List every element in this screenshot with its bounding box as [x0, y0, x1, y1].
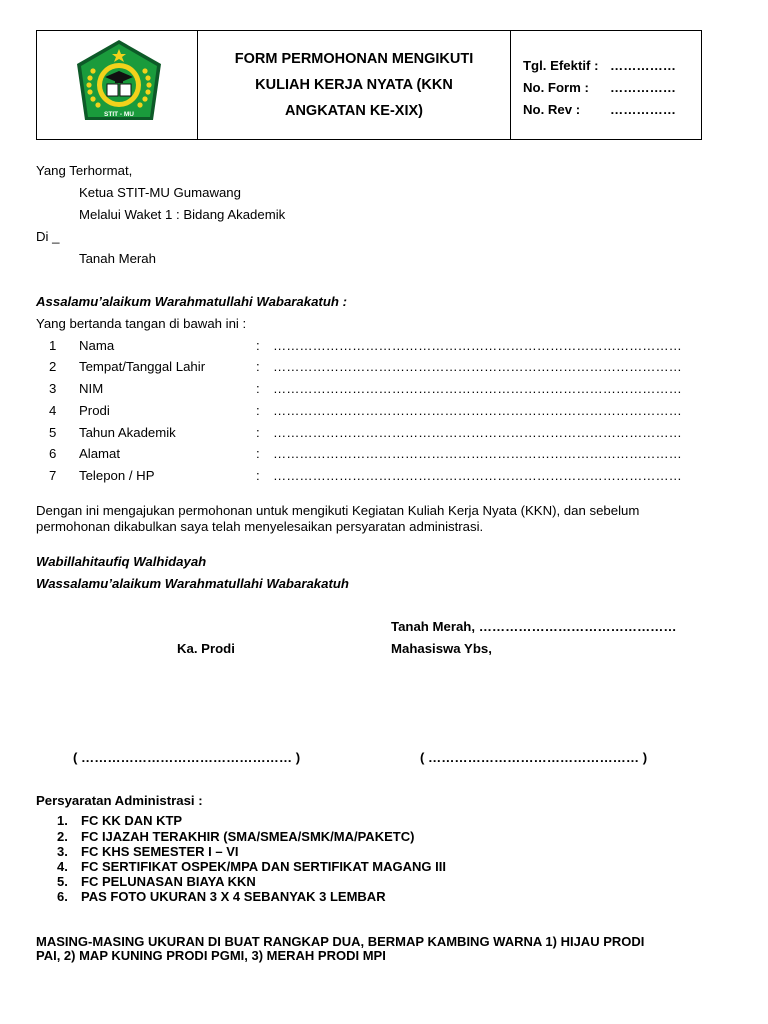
- item-number: 3.: [57, 844, 68, 859]
- item-number: 2.: [57, 829, 68, 844]
- recipient-line-1: Ketua STIT-MU Gumawang: [79, 185, 241, 200]
- list-item: [57, 813, 182, 828]
- salutation: Yang Terhormat,: [36, 163, 133, 178]
- meta-key: No. Rev :: [523, 102, 581, 117]
- meta-value: ……………: [610, 102, 676, 117]
- meta-value: ……………: [610, 58, 676, 73]
- item-number: 5.: [57, 874, 68, 889]
- meta-key: Tgl. Efektif :: [523, 58, 599, 73]
- note-line-1: MASING-MASING UKURAN DI BUAT RANGKAP DUA, BERMAP KAMBING WARNA 1) HIJAU PRODI: [36, 934, 645, 949]
- place-date[interactable]: Tanah Merah, ………………………………………: [391, 619, 677, 634]
- body-line-1: Dengan ini mengajukan permohonan untuk mengikuti Kegiatan Kuliah Kerja Nyata (KKN), dan sebelum: [36, 503, 640, 518]
- list-item: [57, 844, 238, 859]
- note-line-2: PAI, 2) MAP KUNING PRODI PGMI, 3) MERAH PRODI MPI: [36, 948, 386, 963]
- field-number: 2: [49, 359, 57, 374]
- institution-logo: [37, 31, 197, 139]
- meta-key: No. Form :: [523, 80, 589, 95]
- intro-text: Yang bertanda tangan di bawah ini :: [36, 316, 247, 331]
- field-number: 6: [49, 446, 57, 461]
- field-number: 4: [49, 403, 57, 418]
- field-label: Prodi: [79, 403, 110, 418]
- field-label: Nama: [79, 338, 115, 353]
- item-number: 6.: [57, 889, 68, 904]
- field-colon: :: [256, 403, 260, 418]
- field-blank[interactable]: …………………………………………………………………………………: [273, 359, 682, 374]
- signer-left-name-blank[interactable]: ( ………………………………………… ): [73, 750, 301, 765]
- meta-value: ……………: [610, 80, 676, 95]
- closing-line-2: Wassalamu’alaikum Warahmatullahi Wabarakatuh: [36, 576, 349, 591]
- body-line-2: permohonan dikabulkan saya telah menyelesaikan persyaratan administrasi.: [36, 519, 484, 534]
- item-number: 4.: [57, 859, 68, 874]
- field-blank[interactable]: …………………………………………………………………………………: [273, 425, 682, 440]
- meta-effective-date: [523, 55, 676, 77]
- item-text: FC IJAZAH TERAKHIR (SMA/SMEA/SMK/MA/PAKETC): [81, 829, 415, 844]
- field-number: 3: [49, 381, 57, 396]
- item-text: FC KK DAN KTP: [81, 813, 183, 828]
- field-label: Tahun Akademik: [79, 425, 176, 440]
- field-colon: :: [256, 468, 260, 483]
- item-text: FC KHS SEMESTER I – VI: [81, 844, 239, 859]
- field-blank[interactable]: …………………………………………………………………………………: [273, 468, 682, 483]
- title-line-2: KULIAH KERJA NYATA (KKN: [255, 77, 453, 93]
- list-item: [57, 874, 256, 889]
- field-colon: :: [256, 338, 260, 353]
- signer-left-role: Ka. Prodi: [177, 641, 235, 656]
- signer-right-name-blank[interactable]: ( ………………………………………… ): [420, 750, 648, 765]
- logo-cell: [37, 31, 198, 139]
- field-colon: :: [256, 359, 260, 374]
- location-place: Tanah Merah: [79, 251, 156, 266]
- field-label: Telepon / HP: [79, 468, 155, 483]
- svg-text:STIT - MU: STIT - MU: [104, 111, 134, 118]
- list-item: [57, 859, 446, 874]
- field-blank[interactable]: …………………………………………………………………………………: [273, 338, 682, 353]
- field-label: NIM: [79, 381, 104, 396]
- field-number: 1: [49, 338, 57, 353]
- recipient-line-2: Melalui Waket 1 : Bidang Akademik: [79, 207, 286, 222]
- form-title: [198, 31, 511, 139]
- list-item: [57, 889, 386, 904]
- requirements-title: Persyaratan Administrasi :: [36, 793, 203, 808]
- form-header: [36, 30, 702, 140]
- field-colon: :: [256, 425, 260, 440]
- greeting: Assalamu’alaikum Warahmatullahi Wabarakatuh :: [36, 294, 347, 309]
- field-colon: :: [256, 446, 260, 461]
- item-text: FC SERTIFIKAT OSPEK/MPA DAN SERTIFIKAT MAGANG III: [81, 859, 446, 874]
- meta-revision: [523, 99, 676, 121]
- field-number: 7: [49, 468, 57, 483]
- title-line-1: FORM PERMOHONAN MENGIKUTI: [234, 51, 474, 67]
- title-line-3: ANGKATAN KE-XIX): [284, 103, 423, 119]
- item-text: PAS FOTO UKURAN 3 X 4 SEBANYAK 3 LEMBAR: [81, 889, 386, 904]
- field-blank[interactable]: …………………………………………………………………………………: [273, 403, 682, 418]
- field-blank[interactable]: …………………………………………………………………………………: [273, 446, 682, 461]
- meta-form-number: [523, 77, 676, 99]
- list-item: [57, 829, 414, 844]
- field-blank[interactable]: …………………………………………………………………………………: [273, 381, 682, 396]
- location-label: Di _: [36, 229, 60, 244]
- item-number: 1.: [57, 813, 68, 828]
- field-colon: :: [256, 381, 260, 396]
- form-meta: [523, 55, 676, 121]
- field-label: Alamat: [79, 446, 121, 461]
- field-label: Tempat/Tanggal Lahir: [79, 359, 206, 374]
- signer-right-role: Mahasiswa Ybs,: [391, 641, 492, 656]
- closing-line-1: Wabillahitaufiq Walhidayah: [36, 554, 207, 569]
- field-number: 5: [49, 425, 57, 440]
- item-text: FC PELUNASAN BIAYA KKN: [81, 874, 256, 889]
